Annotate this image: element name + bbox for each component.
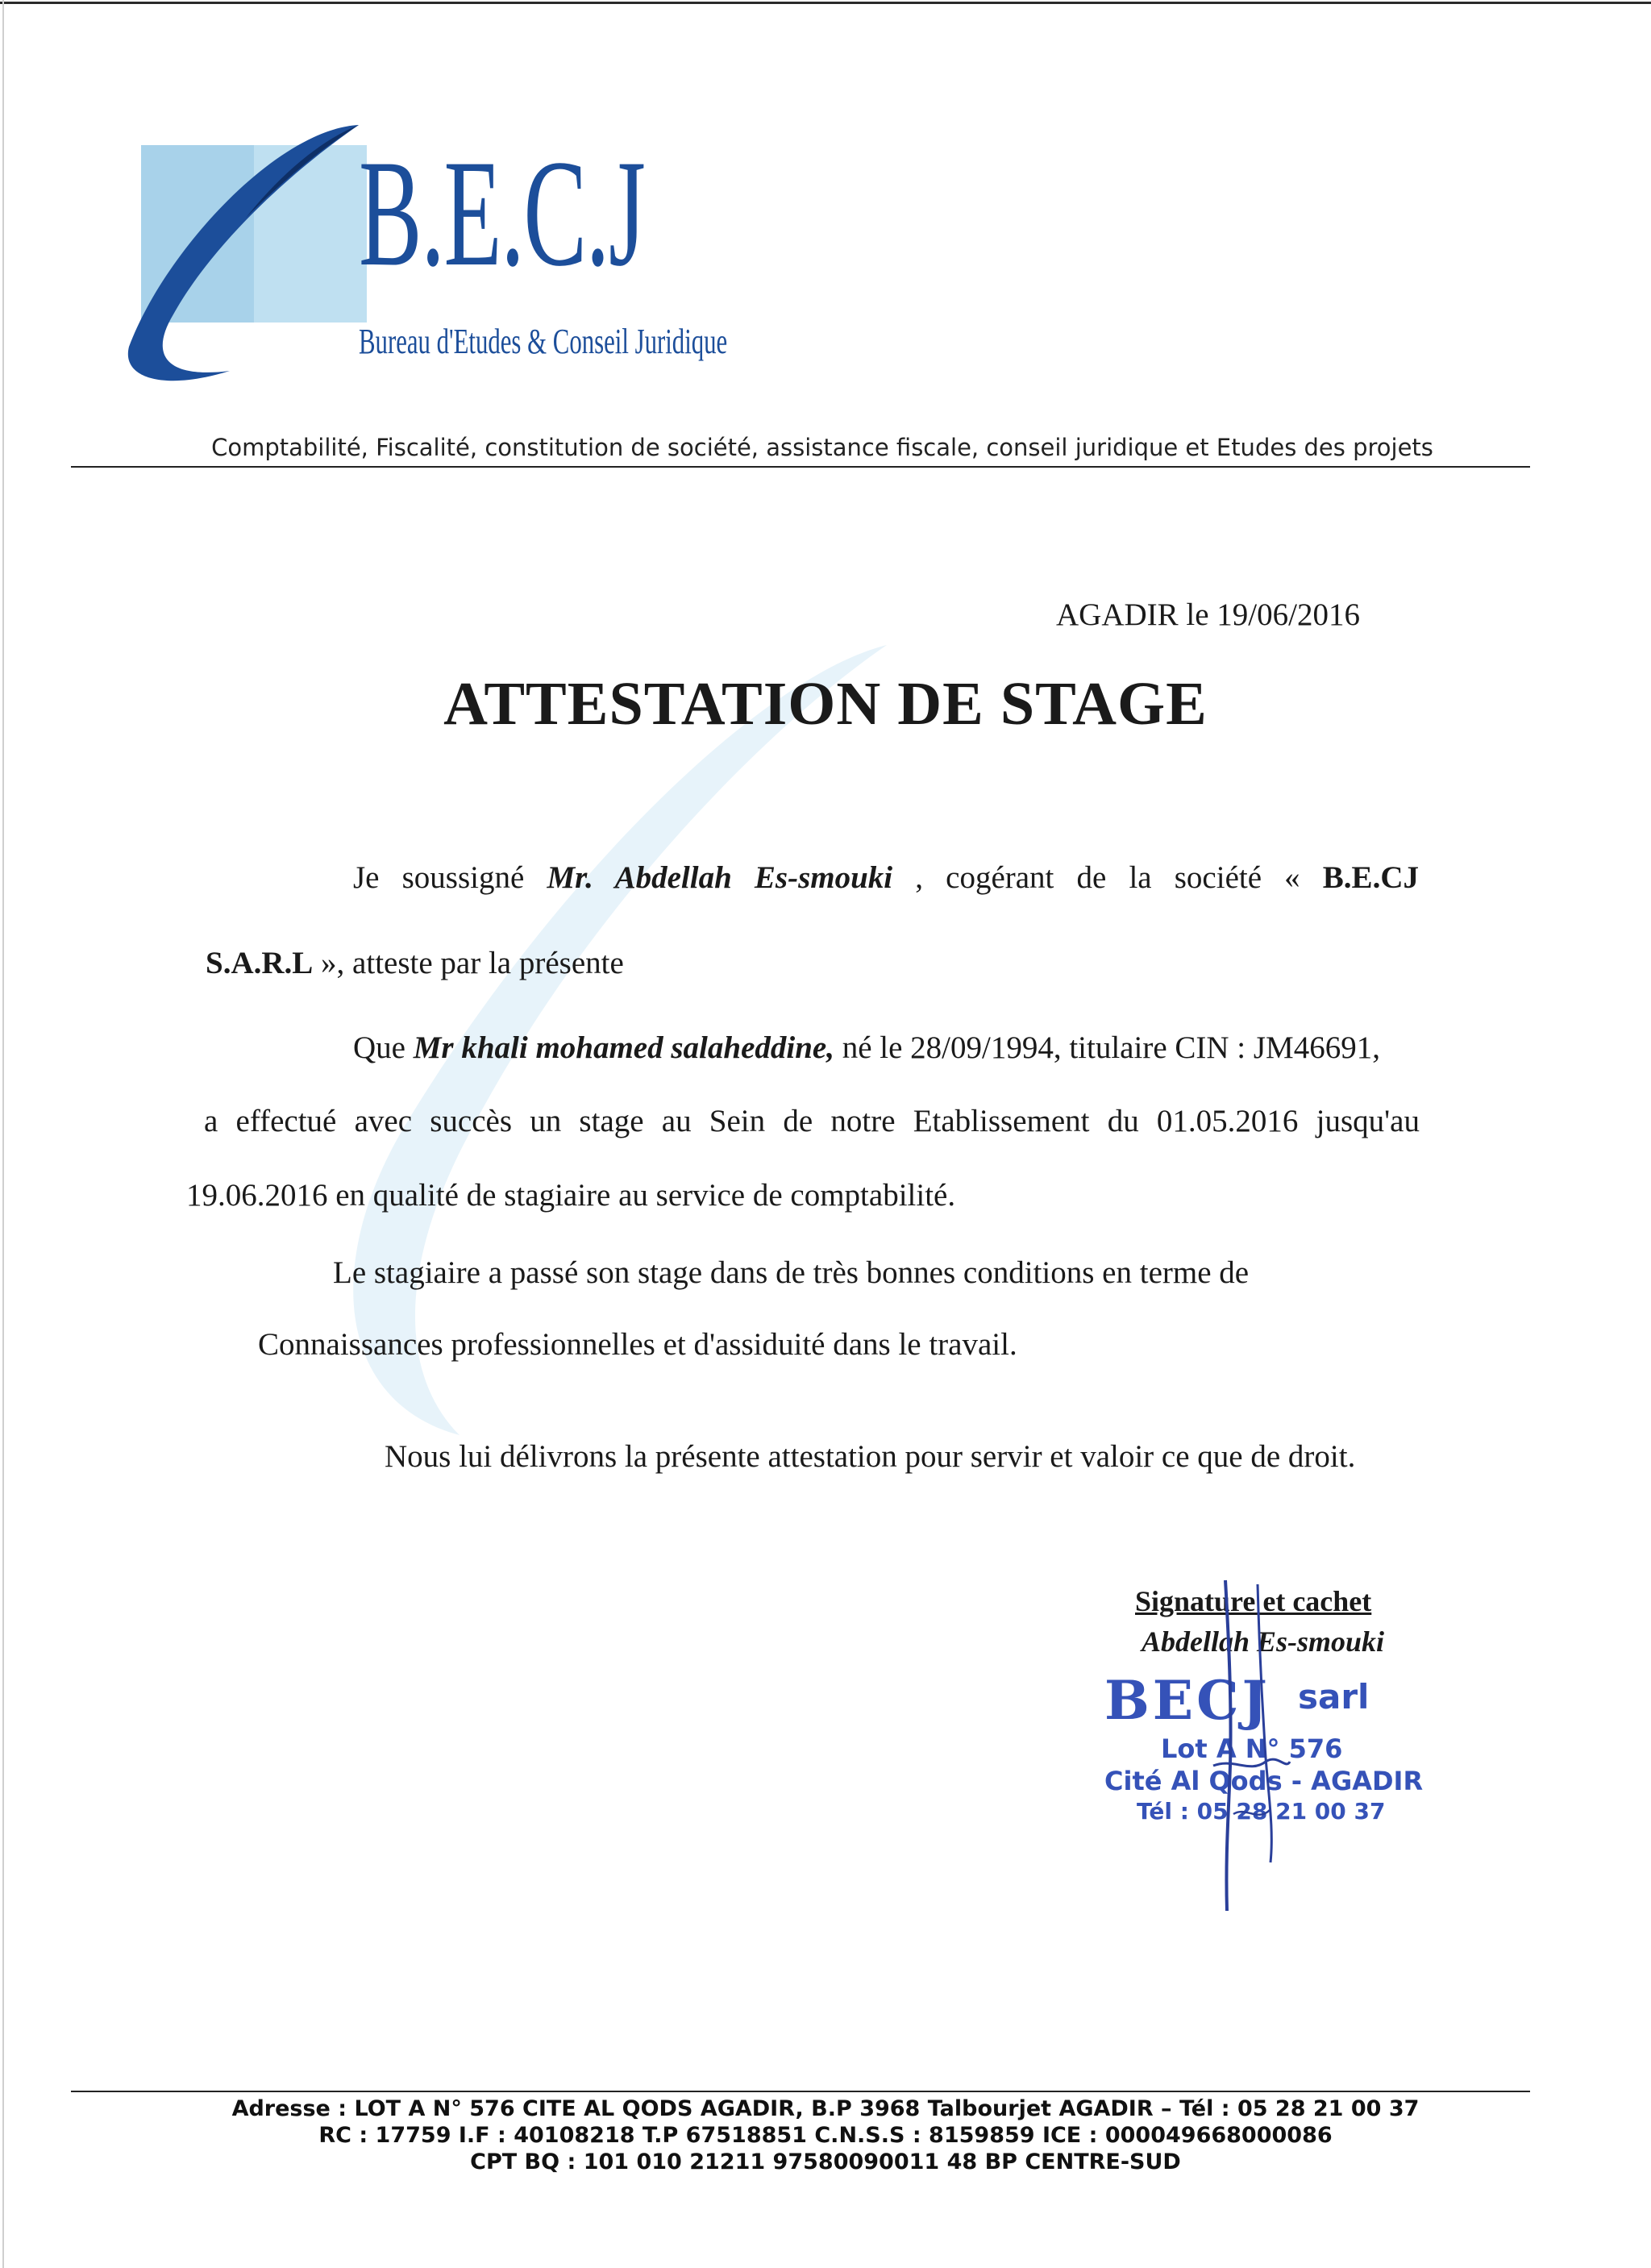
stamp-legal-form: sarl	[1298, 1677, 1370, 1717]
paragraph-2-line-1	[353, 1030, 1380, 1066]
paragraph-3-line-1: Le stagiaire a passé son stage dans de très bonnes conditions en terme de	[333, 1255, 1250, 1290]
left-border	[2, 0, 4, 2268]
company-logo	[117, 113, 728, 403]
stamp-phone: Tél : 05 28 21 00 37	[1137, 1798, 1386, 1825]
signature-label: Signature et cachet	[1135, 1585, 1372, 1617]
handwritten-signature	[1201, 1572, 1298, 1927]
header-divider	[71, 466, 1530, 468]
services-tagline: Comptabilité, Fiscalité, constitution de société, assistance fiscale, conseil juridique et Etudes des projets	[211, 434, 1433, 461]
intern-name: Mr khali mohamed salaheddine,	[413, 1030, 834, 1065]
text-segment: », atteste par la présente	[313, 946, 624, 980]
watermark-swoosh	[306, 629, 919, 1564]
document-date: AGADIR le 19/06/2016	[1056, 597, 1360, 632]
stamp-address-line-2: Cité Al Qods - AGADIR	[1104, 1766, 1424, 1796]
text-segment: Que	[353, 1030, 414, 1065]
company-name: B.E.CJ	[1322, 860, 1419, 895]
logo-letters: B.E.C.J	[359, 129, 645, 298]
footer-divider	[71, 2091, 1530, 2092]
stamp-address-line-1: Lot A N° 576	[1161, 1733, 1343, 1764]
footer-registration: RC : 17759 I.F : 40108218 T.P 67518851 C.N.S.S : 8159859 ICE : 000049668000086	[318, 2123, 1333, 2148]
text-segment: Je soussigné	[353, 860, 547, 895]
signatory-name-signature: Abdellah Es-smouki	[1142, 1625, 1385, 1658]
paragraph-3-line-2: Connaissances professionnelles et d'assiduité dans le travail.	[258, 1327, 1017, 1362]
paragraph-2-line-2: a effectué avec succès un stage au Sein de notre Etablissement du 01.05.2016 jusqu'au	[204, 1104, 1420, 1138]
paragraph-2-line-3: 19.06.2016 en qualité de stagiaire au service de comptabilité.	[186, 1178, 956, 1213]
top-border	[0, 2, 1651, 4]
text-segment: , cogérant de la société «	[915, 860, 1323, 895]
logo-subtitle: Bureau d'Etudes & Conseil Juridique	[359, 322, 728, 361]
paragraph-1-line-2	[206, 945, 624, 981]
footer-address: Adresse : LOT A N° 576 CITE AL QODS AGADIR, B.P 3968 Talbourjet AGADIR – Tél : 05 28 21 00 37	[231, 2096, 1420, 2121]
document-title: ATTESTATION DE STAGE	[443, 670, 1208, 738]
text-segment: né le 28/09/1994, titulaire CIN : JM46691,	[834, 1030, 1380, 1065]
stamp-company-name: BECJ	[1104, 1669, 1270, 1732]
paragraph-4: Nous lui délivrons la présente attestation pour servir et valoir ce que de droit.	[385, 1439, 1356, 1474]
paragraph-1-line-1	[353, 859, 1419, 896]
company-legal-form: S.A.R.L	[206, 946, 314, 980]
footer-bank-account: CPT BQ : 101 010 21211 97580090011 48 BP CENTRE-SUD	[470, 2149, 1181, 2174]
signatory-name: Mr. Abdellah Es-smouki	[547, 860, 893, 895]
